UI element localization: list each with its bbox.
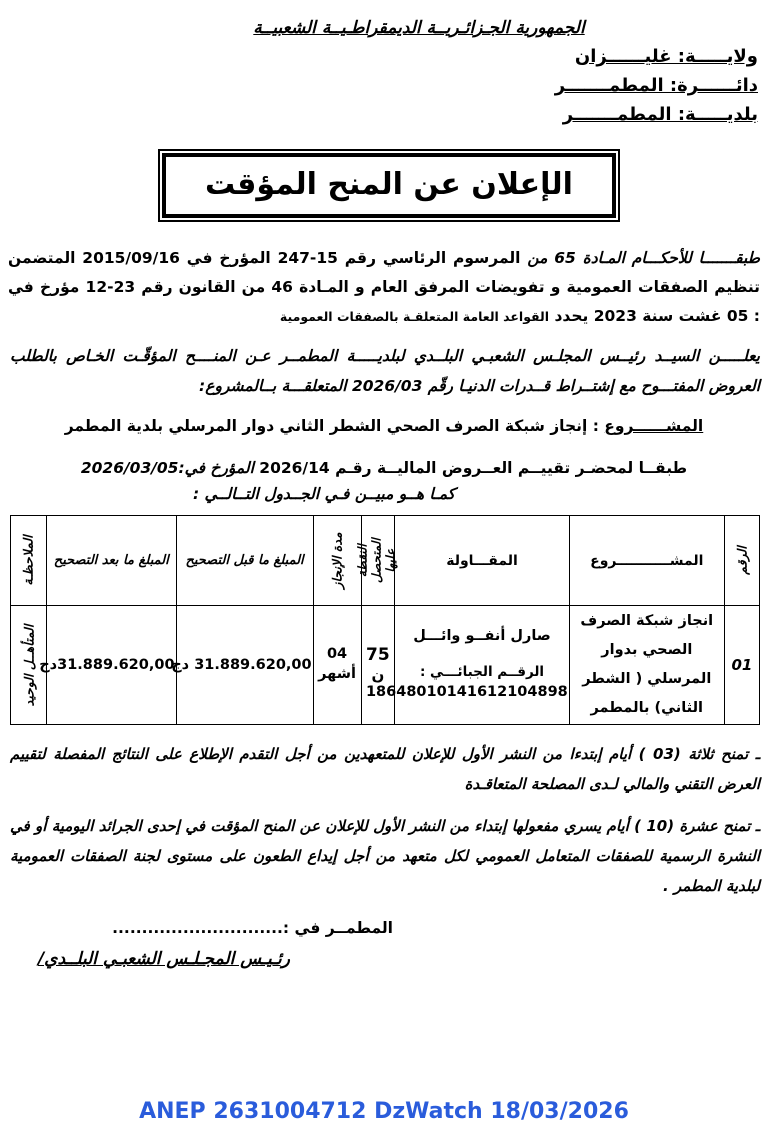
cell-duration xyxy=(313,606,361,725)
contractor-tax-value: 18648010141612104898 xyxy=(365,684,568,701)
project-label: المشــــــروع xyxy=(604,417,704,435)
legal-tail: القواعد العامة المتعلقـة بالصفقات العمومية xyxy=(279,309,550,324)
announcement-paragraph: يعلـــــن السيــد رئيــس المجلـس الشعبـي البلــدي لبلديـــــة المطمــر عـن المنــــح المؤقّـت الخـاص بالطلب العروض المفتـــوح مع إشتــراط قــدرات الدنيـا رقّم 2026/03 المتعلقـــة بــالمشروع: xyxy=(10,347,760,395)
cell-project: انجاز شبكة الصرف الصحي بدوار المرسلي ( الشطر الثاني) بالمطمر xyxy=(569,606,724,725)
evaluation-minutes-line xyxy=(0,459,768,477)
col-header-contractor: المقـــاولة xyxy=(395,516,570,606)
table-header-row xyxy=(11,516,760,606)
legal-lead: طبقـــــــا للأحكـــام المـادة 65 من xyxy=(527,249,761,267)
commune-line: بلديـــــة: المطمـــــــر xyxy=(562,104,758,125)
col-header-remark: الملاحظـة xyxy=(11,516,47,606)
cell-score xyxy=(361,606,395,725)
project-value: : إنجاز شبكة الصرف الصحي الشطر الثاني دوار المرسلي بلدية المطمر xyxy=(64,417,605,435)
note-appeal: ـ تمنح عشرة (10 ) أيام يسري مفعولها إبتداء من النشر الأول للإعلان عن المنح المؤقت في إحدى الجرائد اليومية أو في النشرة الرسمية للصفقات المتعامل العمومي لكل متعهد من أجل إيداع الطعون على مستوى لجنة الصفقات العمومية لبلدية المطمر . xyxy=(10,817,760,895)
title-box xyxy=(158,149,620,222)
cell-amount-before: 31.889.620,00 دج xyxy=(176,606,313,725)
col-header-amount-after: المبلغ ما بعد التصحيح xyxy=(46,516,176,606)
signature-place-date: المطمــر في :............................. xyxy=(112,919,393,937)
republic-header: الجمهورية الجـزائـريــة الديمقراطـيــة الشعبيــة xyxy=(253,18,585,38)
duration-number: 04 xyxy=(326,646,348,663)
col-header-duration: مدة الإنجاز xyxy=(313,516,361,606)
duration-unit: أشهر xyxy=(318,666,356,682)
daira-line: دائــــــرة: المطمـــــــر xyxy=(554,75,758,96)
cell-remark: المتأهــل الوحيد xyxy=(11,606,47,725)
score-unit: ن xyxy=(371,666,385,685)
contractor-name: صارل أنفــو وائـــل xyxy=(413,628,551,645)
score-value: 75 xyxy=(366,645,390,666)
legal-basis-paragraph xyxy=(8,244,760,331)
table-intro-line: كمـا هــو مبيــن فـي الجــدول التــالــي : xyxy=(192,485,456,503)
project-line xyxy=(0,417,768,435)
col-header-num: الرقم xyxy=(724,516,759,606)
note-consultation: ـ تمنح ثلاثة (03 ) أيام إبتدءا من النشر الأول للإعلان للمتعهدين من أجل التقدم الإطلاع على النتائج المفصلة لتقييم العرض التقني والمالي لـدى المصلحة المتعاقـدة xyxy=(10,745,760,793)
wilaya-line: ولايـــــة: غليــــــزان xyxy=(574,46,758,67)
col-header-amount-before: المبلغ ما قبل التصحيح xyxy=(176,516,313,606)
signature-president: رئـيـس المجـلـس الشعبـي البلــدي/ xyxy=(37,949,290,969)
cell-amount-after: 31.889.620,00دج xyxy=(46,606,176,725)
cell-num: 01 xyxy=(724,606,759,725)
pv-date: المؤرخ في:2026/03/05 xyxy=(80,459,254,477)
anep-reference: ANEP 2631004712 DzWatch 18/03/2026 xyxy=(139,1099,629,1124)
pv-text: طبقــا لمحضـر تقييــم العــروض الماليــة رقـم 2026/14 xyxy=(253,459,688,477)
table-row xyxy=(11,606,760,725)
col-header-project: المشـــــــــــروع xyxy=(569,516,724,606)
award-table xyxy=(10,515,760,725)
col-header-score: النقطة المتحصل عليها xyxy=(361,516,395,606)
contractor-tax-label: الرقــم الجبائـــي : xyxy=(419,663,545,680)
administrative-header xyxy=(0,42,768,129)
document-title: الإعلان عن المنح المؤقت xyxy=(205,167,573,202)
legal-rest: المرسوم الرئاسي رقم 15-247 المؤرخ في 2015/09/16 المتضمن تنظيم الصفقات العمومية و تفويضات المرفق العام و المـادة 46 من القانون رقم 23-12 مؤرخ في : 05 غشت سنة 2023 يحدد xyxy=(8,249,760,325)
